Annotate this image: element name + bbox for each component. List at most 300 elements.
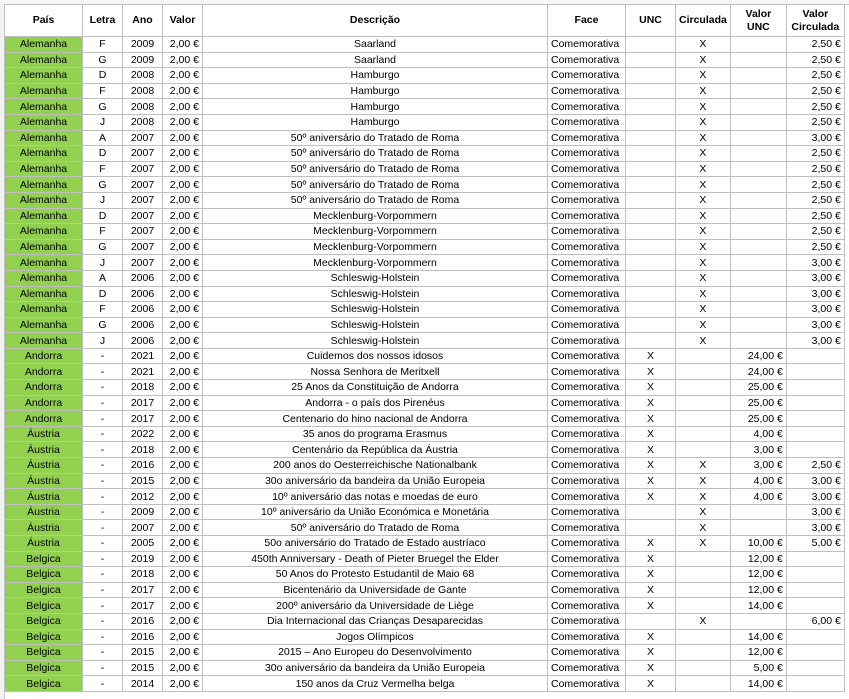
cell-face[interactable]: Comemorativa [548, 613, 626, 629]
cell-valor-circulada[interactable] [786, 411, 844, 427]
header-valor-unc[interactable]: Valor UNC [730, 5, 786, 37]
cell-valor-circulada[interactable]: 3,00 € [786, 489, 844, 505]
cell-unc[interactable]: X [626, 426, 676, 442]
cell-valor-circulada[interactable]: 5,00 € [786, 536, 844, 552]
cell-descricao[interactable]: 35 anos do programa Erasmus [203, 426, 548, 442]
cell-unc[interactable] [626, 317, 676, 333]
cell-valor-unc[interactable] [730, 52, 786, 68]
cell-descricao[interactable]: Cuidemos dos nossos idosos [203, 348, 548, 364]
cell-letra[interactable]: F [83, 161, 123, 177]
header-unc[interactable]: UNC [626, 5, 676, 37]
cell-unc[interactable]: X [626, 660, 676, 676]
cell-face[interactable]: Comemorativa [548, 286, 626, 302]
cell-valor-circulada[interactable] [786, 629, 844, 645]
cell-letra[interactable]: J [83, 192, 123, 208]
cell-letra[interactable]: J [83, 333, 123, 349]
cell-face[interactable]: Comemorativa [548, 504, 626, 520]
cell-pais[interactable]: Andorra [5, 411, 83, 427]
cell-valor-unc[interactable]: 12,00 € [730, 551, 786, 567]
cell-letra[interactable]: D [83, 68, 123, 84]
cell-valor-unc[interactable]: 4,00 € [730, 426, 786, 442]
cell-face[interactable]: Comemorativa [548, 489, 626, 505]
cell-valor[interactable]: 2,00 € [163, 645, 203, 661]
cell-valor-unc[interactable] [730, 224, 786, 240]
cell-descricao[interactable]: Hamburgo [203, 68, 548, 84]
cell-circulada[interactable]: X [676, 458, 731, 474]
cell-letra[interactable]: G [83, 177, 123, 193]
cell-valor-unc[interactable]: 4,00 € [730, 489, 786, 505]
cell-face[interactable]: Comemorativa [548, 224, 626, 240]
cell-valor[interactable]: 2,00 € [163, 130, 203, 146]
cell-valor[interactable]: 2,00 € [163, 364, 203, 380]
cell-face[interactable]: Comemorativa [548, 442, 626, 458]
cell-ano[interactable]: 2008 [123, 99, 163, 115]
cell-circulada[interactable]: X [676, 68, 731, 84]
cell-valor-circulada[interactable]: 3,00 € [786, 255, 844, 271]
cell-unc[interactable]: X [626, 473, 676, 489]
cell-face[interactable]: Comemorativa [548, 520, 626, 536]
cell-letra[interactable]: - [83, 629, 123, 645]
cell-valor[interactable]: 2,00 € [163, 473, 203, 489]
cell-circulada[interactable]: X [676, 208, 731, 224]
cell-face[interactable]: Comemorativa [548, 239, 626, 255]
cell-circulada[interactable]: X [676, 99, 731, 115]
cell-valor-circulada[interactable] [786, 598, 844, 614]
cell-letra[interactable]: - [83, 489, 123, 505]
header-valor[interactable]: Valor [163, 5, 203, 37]
cell-descricao[interactable]: Bicentenário da Universidade de Gante [203, 582, 548, 598]
cell-valor-unc[interactable] [730, 504, 786, 520]
cell-pais[interactable]: Áustria [5, 489, 83, 505]
cell-valor-unc[interactable]: 14,00 € [730, 676, 786, 692]
cell-valor-unc[interactable] [730, 68, 786, 84]
cell-descricao[interactable]: 50º aniversário do Tratado de Roma [203, 146, 548, 162]
cell-pais[interactable]: Alemanha [5, 302, 83, 318]
cell-valor-circulada[interactable]: 3,00 € [786, 333, 844, 349]
cell-valor[interactable]: 2,00 € [163, 489, 203, 505]
cell-pais[interactable]: Belgica [5, 582, 83, 598]
cell-valor-circulada[interactable] [786, 567, 844, 583]
cell-valor-unc[interactable] [730, 161, 786, 177]
cell-circulada[interactable]: X [676, 536, 731, 552]
cell-pais[interactable]: Alemanha [5, 239, 83, 255]
cell-letra[interactable]: - [83, 613, 123, 629]
cell-valor-circulada[interactable]: 2,50 € [786, 146, 844, 162]
cell-valor-unc[interactable]: 25,00 € [730, 395, 786, 411]
cell-face[interactable]: Comemorativa [548, 629, 626, 645]
cell-descricao[interactable]: 50º aniversário do Tratado de Roma [203, 177, 548, 193]
cell-letra[interactable]: F [83, 302, 123, 318]
cell-face[interactable]: Comemorativa [548, 317, 626, 333]
cell-descricao[interactable]: 50º aniversário do Tratado de Roma [203, 520, 548, 536]
cell-descricao[interactable]: 450th Anniversary - Death of Pieter Bruegel the Elder [203, 551, 548, 567]
cell-pais[interactable]: Alemanha [5, 255, 83, 271]
cell-valor-circulada[interactable]: 2,50 € [786, 161, 844, 177]
cell-face[interactable]: Comemorativa [548, 380, 626, 396]
cell-valor[interactable]: 2,00 € [163, 582, 203, 598]
cell-valor-unc[interactable] [730, 302, 786, 318]
cell-valor-unc[interactable]: 25,00 € [730, 380, 786, 396]
cell-descricao[interactable]: Saarland [203, 52, 548, 68]
cell-face[interactable]: Comemorativa [548, 99, 626, 115]
cell-valor-unc[interactable]: 12,00 € [730, 582, 786, 598]
cell-face[interactable]: Comemorativa [548, 598, 626, 614]
cell-descricao[interactable]: 200 anos do Oesterreichische Nationalbank [203, 458, 548, 474]
cell-descricao[interactable]: Centenário da República da Áustria [203, 442, 548, 458]
header-letra[interactable]: Letra [83, 5, 123, 37]
cell-face[interactable]: Comemorativa [548, 302, 626, 318]
cell-face[interactable]: Comemorativa [548, 333, 626, 349]
cell-valor-circulada[interactable] [786, 645, 844, 661]
cell-unc[interactable] [626, 270, 676, 286]
cell-pais[interactable]: Andorra [5, 348, 83, 364]
cell-ano[interactable]: 2009 [123, 52, 163, 68]
cell-valor-unc[interactable] [730, 37, 786, 53]
cell-circulada[interactable]: X [676, 613, 731, 629]
cell-valor-unc[interactable] [730, 613, 786, 629]
cell-ano[interactable]: 2018 [123, 567, 163, 583]
cell-valor[interactable]: 2,00 € [163, 348, 203, 364]
cell-unc[interactable] [626, 224, 676, 240]
cell-valor[interactable]: 2,00 € [163, 551, 203, 567]
cell-letra[interactable]: D [83, 208, 123, 224]
cell-ano[interactable]: 2016 [123, 458, 163, 474]
cell-letra[interactable]: - [83, 411, 123, 427]
cell-descricao[interactable]: Jogos Olímpicos [203, 629, 548, 645]
cell-pais[interactable]: Áustria [5, 442, 83, 458]
cell-valor-unc[interactable] [730, 177, 786, 193]
cell-letra[interactable]: - [83, 567, 123, 583]
cell-descricao[interactable]: 50o aniversário do Tratado de Estado austríaco [203, 536, 548, 552]
cell-unc[interactable] [626, 177, 676, 193]
cell-descricao[interactable]: Mecklenburg-Vorpommern [203, 224, 548, 240]
cell-letra[interactable]: - [83, 645, 123, 661]
cell-ano[interactable]: 2014 [123, 676, 163, 692]
cell-pais[interactable]: Belgica [5, 551, 83, 567]
cell-unc[interactable] [626, 37, 676, 53]
cell-descricao[interactable]: Schleswig-Holstein [203, 286, 548, 302]
cell-letra[interactable]: - [83, 660, 123, 676]
cell-circulada[interactable]: X [676, 224, 731, 240]
cell-valor-circulada[interactable] [786, 582, 844, 598]
cell-circulada[interactable]: X [676, 52, 731, 68]
cell-unc[interactable] [626, 68, 676, 84]
cell-valor[interactable]: 2,00 € [163, 83, 203, 99]
cell-pais[interactable]: Áustria [5, 536, 83, 552]
cell-valor[interactable]: 2,00 € [163, 37, 203, 53]
cell-ano[interactable]: 2017 [123, 598, 163, 614]
cell-valor-circulada[interactable]: 3,00 € [786, 504, 844, 520]
cell-valor-circulada[interactable]: 2,50 € [786, 83, 844, 99]
cell-face[interactable]: Comemorativa [548, 146, 626, 162]
cell-pais[interactable]: Alemanha [5, 68, 83, 84]
cell-unc[interactable]: X [626, 442, 676, 458]
cell-unc[interactable]: X [626, 567, 676, 583]
cell-unc[interactable] [626, 114, 676, 130]
cell-letra[interactable]: F [83, 37, 123, 53]
cell-pais[interactable]: Áustria [5, 458, 83, 474]
cell-letra[interactable]: - [83, 551, 123, 567]
cell-unc[interactable] [626, 520, 676, 536]
cell-valor-unc[interactable] [730, 146, 786, 162]
cell-valor[interactable]: 2,00 € [163, 613, 203, 629]
cell-ano[interactable]: 2016 [123, 613, 163, 629]
cell-letra[interactable]: - [83, 504, 123, 520]
cell-descricao[interactable]: Hamburgo [203, 114, 548, 130]
cell-pais[interactable]: Alemanha [5, 130, 83, 146]
cell-valor-circulada[interactable] [786, 348, 844, 364]
cell-valor-unc[interactable] [730, 83, 786, 99]
cell-valor[interactable]: 2,00 € [163, 333, 203, 349]
cell-valor-circulada[interactable]: 3,00 € [786, 286, 844, 302]
cell-letra[interactable]: J [83, 114, 123, 130]
cell-letra[interactable]: D [83, 146, 123, 162]
cell-unc[interactable] [626, 613, 676, 629]
cell-pais[interactable]: Belgica [5, 567, 83, 583]
cell-ano[interactable]: 2008 [123, 83, 163, 99]
cell-unc[interactable] [626, 239, 676, 255]
cell-unc[interactable]: X [626, 551, 676, 567]
cell-descricao[interactable]: 25 Anos da Constituição de Andorra [203, 380, 548, 396]
cell-valor[interactable]: 2,00 € [163, 286, 203, 302]
cell-face[interactable]: Comemorativa [548, 208, 626, 224]
cell-circulada[interactable] [676, 676, 731, 692]
cell-pais[interactable]: Belgica [5, 613, 83, 629]
cell-descricao[interactable]: 150 anos da Cruz Vermelha belga [203, 676, 548, 692]
cell-descricao[interactable]: Mecklenburg-Vorpommern [203, 255, 548, 271]
cell-valor-circulada[interactable]: 3,00 € [786, 130, 844, 146]
cell-ano[interactable]: 2012 [123, 489, 163, 505]
cell-circulada[interactable] [676, 567, 731, 583]
cell-descricao[interactable]: 2015 – Ano Europeu do Desenvolvimento [203, 645, 548, 661]
cell-valor-circulada[interactable]: 3,00 € [786, 317, 844, 333]
cell-unc[interactable] [626, 255, 676, 271]
cell-circulada[interactable]: X [676, 37, 731, 53]
cell-face[interactable]: Comemorativa [548, 130, 626, 146]
cell-valor-circulada[interactable]: 3,00 € [786, 270, 844, 286]
cell-valor-circulada[interactable] [786, 676, 844, 692]
cell-circulada[interactable]: X [676, 192, 731, 208]
cell-letra[interactable]: - [83, 676, 123, 692]
cell-descricao[interactable]: 200º aniversário da Universidade de Liège [203, 598, 548, 614]
cell-valor-circulada[interactable]: 2,50 € [786, 224, 844, 240]
cell-circulada[interactable]: X [676, 239, 731, 255]
cell-valor-circulada[interactable] [786, 660, 844, 676]
cell-valor-unc[interactable]: 10,00 € [730, 536, 786, 552]
cell-circulada[interactable]: X [676, 255, 731, 271]
cell-descricao[interactable]: Mecklenburg-Vorpommern [203, 239, 548, 255]
cell-valor[interactable]: 2,00 € [163, 317, 203, 333]
cell-valor[interactable]: 2,00 € [163, 177, 203, 193]
cell-valor[interactable]: 2,00 € [163, 380, 203, 396]
cell-pais[interactable]: Áustria [5, 504, 83, 520]
cell-pais[interactable]: Alemanha [5, 177, 83, 193]
cell-circulada[interactable]: X [676, 489, 731, 505]
cell-unc[interactable]: X [626, 536, 676, 552]
cell-valor-unc[interactable]: 14,00 € [730, 629, 786, 645]
cell-letra[interactable]: - [83, 536, 123, 552]
cell-valor-unc[interactable]: 25,00 € [730, 411, 786, 427]
cell-circulada[interactable]: X [676, 473, 731, 489]
cell-circulada[interactable]: X [676, 302, 731, 318]
cell-face[interactable]: Comemorativa [548, 83, 626, 99]
cell-valor[interactable]: 2,00 € [163, 567, 203, 583]
cell-unc[interactable] [626, 504, 676, 520]
cell-circulada[interactable] [676, 364, 731, 380]
cell-circulada[interactable]: X [676, 177, 731, 193]
cell-valor-circulada[interactable]: 2,50 € [786, 114, 844, 130]
cell-unc[interactable] [626, 130, 676, 146]
cell-valor[interactable]: 2,00 € [163, 68, 203, 84]
cell-face[interactable]: Comemorativa [548, 177, 626, 193]
cell-letra[interactable]: - [83, 458, 123, 474]
cell-circulada[interactable] [676, 660, 731, 676]
cell-ano[interactable]: 2019 [123, 551, 163, 567]
cell-descricao[interactable]: 50º aniversário do Tratado de Roma [203, 192, 548, 208]
cell-circulada[interactable] [676, 348, 731, 364]
cell-letra[interactable]: F [83, 224, 123, 240]
cell-valor[interactable]: 2,00 € [163, 676, 203, 692]
cell-valor[interactable]: 2,00 € [163, 629, 203, 645]
cell-face[interactable]: Comemorativa [548, 270, 626, 286]
cell-pais[interactable]: Belgica [5, 645, 83, 661]
cell-descricao[interactable]: Centenario do hino nacional de Andorra [203, 411, 548, 427]
cell-valor-unc[interactable]: 12,00 € [730, 645, 786, 661]
cell-circulada[interactable] [676, 442, 731, 458]
cell-valor[interactable]: 2,00 € [163, 224, 203, 240]
cell-ano[interactable]: 2008 [123, 114, 163, 130]
cell-valor-circulada[interactable] [786, 395, 844, 411]
cell-circulada[interactable] [676, 582, 731, 598]
cell-pais[interactable]: Alemanha [5, 270, 83, 286]
cell-valor-circulada[interactable]: 2,50 € [786, 177, 844, 193]
cell-valor-unc[interactable] [730, 286, 786, 302]
cell-pais[interactable]: Belgica [5, 598, 83, 614]
cell-unc[interactable]: X [626, 380, 676, 396]
cell-ano[interactable]: 2021 [123, 348, 163, 364]
cell-pais[interactable]: Alemanha [5, 99, 83, 115]
cell-circulada[interactable]: X [676, 83, 731, 99]
cell-ano[interactable]: 2007 [123, 177, 163, 193]
cell-valor-unc[interactable] [730, 333, 786, 349]
cell-letra[interactable]: A [83, 130, 123, 146]
cell-pais[interactable]: Alemanha [5, 208, 83, 224]
cell-descricao[interactable]: Andorra - o país dos Pirenéus [203, 395, 548, 411]
cell-face[interactable]: Comemorativa [548, 458, 626, 474]
cell-circulada[interactable] [676, 551, 731, 567]
cell-pais[interactable]: Alemanha [5, 317, 83, 333]
cell-face[interactable]: Comemorativa [548, 645, 626, 661]
cell-valor[interactable]: 2,00 € [163, 411, 203, 427]
cell-pais[interactable]: Alemanha [5, 114, 83, 130]
cell-valor[interactable]: 2,00 € [163, 520, 203, 536]
cell-letra[interactable]: G [83, 239, 123, 255]
cell-valor-unc[interactable]: 3,00 € [730, 458, 786, 474]
cell-face[interactable]: Comemorativa [548, 395, 626, 411]
cell-circulada[interactable]: X [676, 146, 731, 162]
cell-unc[interactable]: X [626, 629, 676, 645]
cell-valor-unc[interactable] [730, 208, 786, 224]
cell-valor-circulada[interactable] [786, 551, 844, 567]
cell-valor[interactable]: 2,00 € [163, 536, 203, 552]
cell-circulada[interactable] [676, 598, 731, 614]
cell-face[interactable]: Comemorativa [548, 473, 626, 489]
cell-unc[interactable]: X [626, 395, 676, 411]
cell-unc[interactable]: X [626, 676, 676, 692]
cell-letra[interactable]: A [83, 270, 123, 286]
cell-ano[interactable]: 2017 [123, 582, 163, 598]
cell-ano[interactable]: 2007 [123, 520, 163, 536]
cell-valor[interactable]: 2,00 € [163, 598, 203, 614]
cell-face[interactable]: Comemorativa [548, 551, 626, 567]
cell-ano[interactable]: 2022 [123, 426, 163, 442]
cell-ano[interactable]: 2021 [123, 364, 163, 380]
cell-valor-circulada[interactable]: 2,50 € [786, 99, 844, 115]
cell-unc[interactable]: X [626, 411, 676, 427]
cell-face[interactable]: Comemorativa [548, 411, 626, 427]
cell-letra[interactable]: G [83, 99, 123, 115]
cell-ano[interactable]: 2008 [123, 68, 163, 84]
cell-face[interactable]: Comemorativa [548, 348, 626, 364]
cell-pais[interactable]: Áustria [5, 473, 83, 489]
cell-descricao[interactable]: 50º aniversário do Tratado de Roma [203, 161, 548, 177]
cell-valor-circulada[interactable]: 3,00 € [786, 302, 844, 318]
cell-face[interactable]: Comemorativa [548, 37, 626, 53]
cell-descricao[interactable]: 50º aniversário do Tratado de Roma [203, 130, 548, 146]
cell-unc[interactable] [626, 333, 676, 349]
cell-valor[interactable]: 2,00 € [163, 208, 203, 224]
cell-valor-unc[interactable] [730, 192, 786, 208]
cell-circulada[interactable] [676, 395, 731, 411]
cell-unc[interactable] [626, 99, 676, 115]
cell-circulada[interactable]: X [676, 520, 731, 536]
cell-letra[interactable]: - [83, 426, 123, 442]
cell-ano[interactable]: 2017 [123, 411, 163, 427]
cell-face[interactable]: Comemorativa [548, 68, 626, 84]
cell-ano[interactable]: 2017 [123, 395, 163, 411]
cell-unc[interactable] [626, 208, 676, 224]
cell-valor-unc[interactable]: 5,00 € [730, 660, 786, 676]
cell-valor[interactable]: 2,00 € [163, 660, 203, 676]
cell-valor[interactable]: 2,00 € [163, 442, 203, 458]
cell-ano[interactable]: 2015 [123, 660, 163, 676]
cell-letra[interactable]: - [83, 380, 123, 396]
cell-valor[interactable]: 2,00 € [163, 192, 203, 208]
cell-pais[interactable]: Alemanha [5, 192, 83, 208]
cell-valor-unc[interactable] [730, 317, 786, 333]
cell-pais[interactable]: Alemanha [5, 161, 83, 177]
header-ano[interactable]: Ano [123, 5, 163, 37]
cell-descricao[interactable]: 30o aniversário da bandeira da União Europeia [203, 660, 548, 676]
cell-pais[interactable]: Alemanha [5, 52, 83, 68]
cell-valor-circulada[interactable]: 3,00 € [786, 473, 844, 489]
cell-letra[interactable]: - [83, 582, 123, 598]
header-pais[interactable]: País [5, 5, 83, 37]
cell-ano[interactable]: 2006 [123, 270, 163, 286]
cell-circulada[interactable] [676, 411, 731, 427]
cell-valor[interactable]: 2,00 € [163, 302, 203, 318]
cell-valor[interactable]: 2,00 € [163, 52, 203, 68]
cell-circulada[interactable] [676, 645, 731, 661]
cell-pais[interactable]: Andorra [5, 380, 83, 396]
cell-face[interactable]: Comemorativa [548, 161, 626, 177]
cell-valor[interactable]: 2,00 € [163, 504, 203, 520]
cell-ano[interactable]: 2007 [123, 208, 163, 224]
cell-valor-circulada[interactable]: 6,00 € [786, 613, 844, 629]
cell-valor-circulada[interactable]: 2,50 € [786, 458, 844, 474]
cell-ano[interactable]: 2007 [123, 255, 163, 271]
cell-face[interactable]: Comemorativa [548, 567, 626, 583]
